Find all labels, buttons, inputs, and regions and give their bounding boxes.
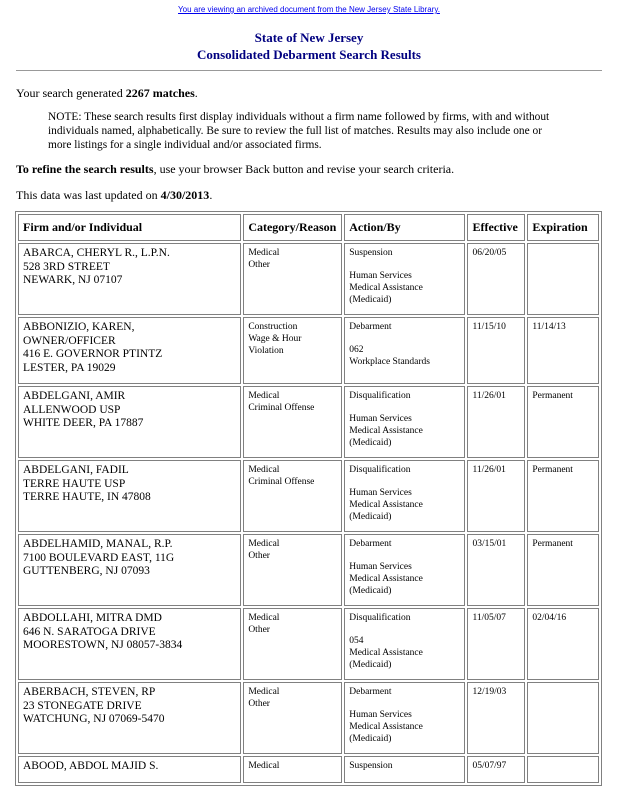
spacer xyxy=(349,624,460,635)
firm-line: ABOOD, ABDOL MAJID S. xyxy=(23,760,159,772)
cell-action xyxy=(344,756,465,783)
category-line: Other xyxy=(248,260,270,270)
page-title xyxy=(0,29,618,63)
title-line-2: Consolidated Debarment Search Results xyxy=(196,47,421,62)
cell-effective: 12/19/03 xyxy=(467,682,525,754)
action-by-line: 054 xyxy=(349,636,364,646)
category-line: Criminal Offense xyxy=(248,403,315,413)
action-by-line: (Medicaid) xyxy=(349,734,392,744)
cell-action xyxy=(344,460,465,532)
header-firm: Firm and/or Individual xyxy=(18,214,241,241)
action-by-line: (Medicaid) xyxy=(349,660,392,670)
action-by-line: Medical Assistance xyxy=(349,648,423,658)
action-by-line: Human Services xyxy=(349,710,412,720)
cell-category xyxy=(243,756,342,783)
category-line: Medical xyxy=(248,391,280,401)
table-header-row xyxy=(18,214,599,241)
spacer xyxy=(349,333,460,344)
firm-line: ABDOLLAHI, MITRA DMD xyxy=(23,612,162,624)
cell-expiration: Permanent xyxy=(527,534,599,606)
cell-firm xyxy=(18,534,241,606)
category-line: Other xyxy=(248,625,270,635)
firm-line: TERRE HAUTE, IN 47808 xyxy=(23,491,151,503)
action-by-line: Human Services xyxy=(349,271,412,281)
cell-firm xyxy=(18,682,241,754)
cell-effective: 11/15/10 xyxy=(467,317,525,384)
action-by-line: (Medicaid) xyxy=(349,512,392,522)
firm-line: GUTTENBERG, NJ 07093 xyxy=(23,565,150,577)
cell-expiration: 11/14/13 xyxy=(527,317,599,384)
firm-line: 646 N. SARATOGA DRIVE xyxy=(23,625,156,638)
category-line: Medical xyxy=(248,613,280,623)
firm-line: 7100 BOULEVARD EAST, 11G xyxy=(23,551,175,564)
table-row xyxy=(18,460,599,532)
action-by-line: Medical Assistance xyxy=(349,426,423,436)
category-line: Medical xyxy=(248,761,280,771)
cell-category xyxy=(243,317,342,384)
cell-expiration: Permanent xyxy=(527,386,599,458)
search-summary: Your search generated 2267 matches. xyxy=(16,86,198,100)
firm-line: OWNER/OFFICER xyxy=(23,334,116,347)
table-row xyxy=(18,317,599,384)
cell-expiration: 02/04/16 xyxy=(527,608,599,680)
action-by-line: (Medicaid) xyxy=(349,295,392,305)
cell-expiration: Permanent xyxy=(527,460,599,532)
cell-category xyxy=(243,243,342,315)
table-row xyxy=(18,243,599,315)
cell-firm xyxy=(18,460,241,532)
cell-expiration xyxy=(527,756,599,783)
cell-effective: 11/05/07 xyxy=(467,608,525,680)
action-by-line: (Medicaid) xyxy=(349,586,392,596)
firm-line: ABDELHAMID, MANAL, R.P. xyxy=(23,538,173,550)
firm-line: 528 3RD STREET xyxy=(23,260,110,273)
results-table xyxy=(15,211,602,786)
category-line: Medical xyxy=(248,465,280,475)
header-expiration: Expiration xyxy=(527,214,599,241)
cell-expiration xyxy=(527,243,599,315)
firm-line: NEWARK, NJ 07107 xyxy=(23,274,123,286)
cell-action xyxy=(344,608,465,680)
table-row xyxy=(18,756,599,783)
firm-line: MOORESTOWN, NJ 08057-3834 xyxy=(23,639,183,651)
action-by-line: Human Services xyxy=(349,562,412,572)
divider xyxy=(16,70,602,71)
cell-category xyxy=(243,534,342,606)
action-type: Suspension xyxy=(349,248,393,258)
table-row xyxy=(18,608,599,680)
action-type: Debarment xyxy=(349,539,392,549)
table-row xyxy=(18,386,599,458)
cell-effective: 05/07/97 xyxy=(467,756,525,783)
category-line: Medical xyxy=(248,248,280,258)
action-by-line: 062 xyxy=(349,345,364,355)
firm-line: ABERBACH, STEVEN, RP xyxy=(23,686,156,698)
action-type: Debarment xyxy=(349,322,392,332)
firm-line: LESTER, PA 19029 xyxy=(23,361,116,374)
cell-firm xyxy=(18,756,241,783)
action-type: Disqualification xyxy=(349,465,411,475)
action-by-line: (Medicaid) xyxy=(349,438,392,448)
category-line: Violation xyxy=(248,346,284,356)
firm-line: 23 STONEGATE DRIVE xyxy=(23,699,142,712)
cell-action xyxy=(344,243,465,315)
cell-expiration xyxy=(527,682,599,754)
cell-firm xyxy=(18,386,241,458)
action-by-line: Human Services xyxy=(349,488,412,498)
spacer xyxy=(349,259,460,270)
cell-category xyxy=(243,682,342,754)
refine-instructions: To refine the search results, use your browser Back button and revise your search criteria. xyxy=(16,162,455,176)
table-row xyxy=(18,534,599,606)
category-line: Wage & Hour xyxy=(248,334,302,344)
spacer xyxy=(349,402,460,413)
cell-firm xyxy=(18,608,241,680)
firm-line: ABDELGANI, AMIR xyxy=(23,390,126,402)
category-line: Criminal Offense xyxy=(248,477,315,487)
results-note: NOTE: These search results first display individuals without a firm name followed by firms, with and without individuals named, alphabetically. Be sure to review the full list of matches. Results may also include one or more listings for a single individual and/or associated firms. xyxy=(48,111,550,151)
action-type: Disqualification xyxy=(349,613,411,623)
match-count: 2267 matches xyxy=(125,86,195,100)
cell-effective: 11/26/01 xyxy=(467,386,525,458)
category-line: Other xyxy=(248,551,270,561)
archive-notice-link[interactable]: You are viewing an archived document from the New Jersey State Library. xyxy=(178,5,440,14)
cell-firm xyxy=(18,243,241,315)
firm-line: 416 E. GOVERNOR PTINTZ xyxy=(23,348,163,360)
cell-action xyxy=(344,386,465,458)
firm-line: ABARCA, CHERYL R., L.P.N. xyxy=(23,247,170,259)
action-by-line: Medical Assistance xyxy=(349,500,423,510)
cell-action xyxy=(344,682,465,754)
cell-firm xyxy=(18,317,241,384)
category-line: Medical xyxy=(248,539,280,549)
results-body xyxy=(18,243,599,783)
title-line-1: State of New Jersey xyxy=(254,30,364,45)
action-type: Suspension xyxy=(349,761,393,771)
cell-category xyxy=(243,460,342,532)
cell-effective: 06/20/05 xyxy=(467,243,525,315)
category-line: Medical xyxy=(248,687,280,697)
last-updated-date: 4/30/2013 xyxy=(160,188,210,202)
firm-line: ABBONIZIO, KAREN, xyxy=(23,321,135,333)
category-line: Other xyxy=(248,699,270,709)
header-action: Action/By xyxy=(344,214,465,241)
category-line: Construction xyxy=(248,322,298,332)
spacer xyxy=(349,476,460,487)
action-type: Disqualification xyxy=(349,391,411,401)
cell-effective: 11/26/01 xyxy=(467,460,525,532)
action-by-line: Workplace Standards xyxy=(349,357,430,367)
header-category: Category/Reason xyxy=(243,214,342,241)
cell-action xyxy=(344,317,465,384)
cell-category xyxy=(243,386,342,458)
firm-line: ALLENWOOD USP xyxy=(23,403,121,416)
header-effective: Effective xyxy=(467,214,525,241)
action-by-line: Medical Assistance xyxy=(349,574,423,584)
action-by-line: Medical Assistance xyxy=(349,283,423,293)
action-by-line: Medical Assistance xyxy=(349,722,423,732)
firm-line: WATCHUNG, NJ 07069-5470 xyxy=(23,713,165,725)
firm-line: TERRE HAUTE USP xyxy=(23,477,126,490)
firm-line: ABDELGANI, FADIL xyxy=(23,464,129,476)
cell-action xyxy=(344,534,465,606)
cell-category xyxy=(243,608,342,680)
last-updated: This data was last updated on 4/30/2013. xyxy=(16,188,213,202)
firm-line: WHITE DEER, PA 17887 xyxy=(23,417,144,429)
action-by-line: Human Services xyxy=(349,414,412,424)
spacer xyxy=(349,698,460,709)
spacer xyxy=(349,550,460,561)
table-row xyxy=(18,682,599,754)
action-type: Debarment xyxy=(349,687,392,697)
cell-effective: 03/15/01 xyxy=(467,534,525,606)
